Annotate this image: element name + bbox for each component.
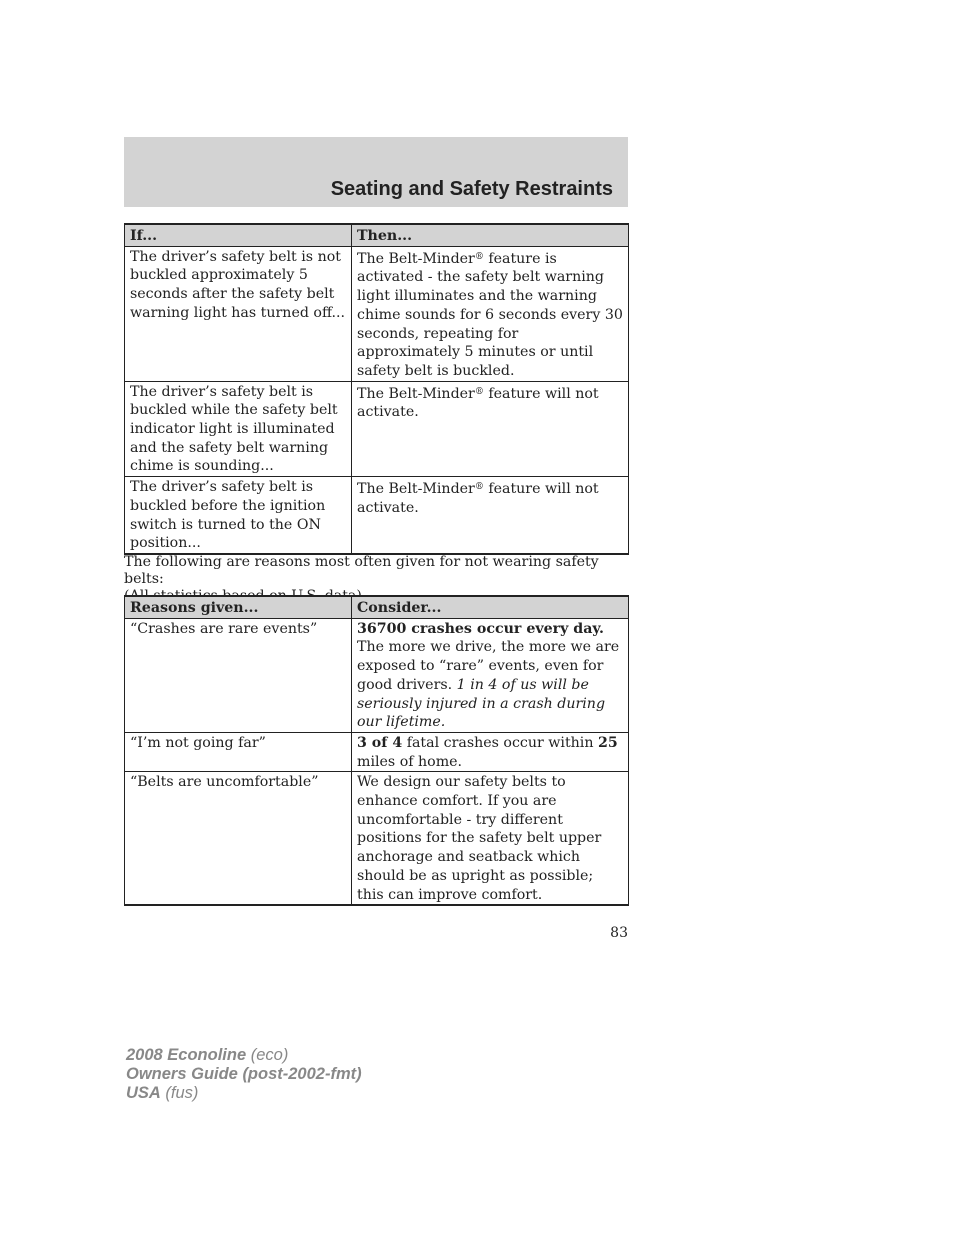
section-header-band — [124, 137, 628, 207]
consider-cell: We design our safety belts to enhance comfort. If you are uncomfortable - try different positions for the safety belt upper anchorage and seatback which should be as upright as possible; this can improve comfort. — [352, 772, 629, 905]
footer-market: USA — [126, 1084, 161, 1102]
table-row — [125, 618, 629, 732]
footer-line — [126, 1046, 362, 1065]
result-text: feature will not activate. — [357, 481, 599, 516]
footer-code: (fus) — [160, 1084, 199, 1102]
footer-guide: Owners Guide (post-2002-fmt) — [126, 1065, 362, 1083]
table-header-row — [125, 224, 629, 246]
result-text: The Belt-Minder — [357, 385, 475, 402]
footer-model: 2008 Econoline — [126, 1046, 247, 1064]
table-row — [125, 732, 629, 771]
result-cell — [352, 477, 629, 554]
column-header-consider: Consider... — [352, 596, 629, 618]
footer-line — [126, 1065, 362, 1084]
table-row — [125, 246, 629, 381]
table-row — [125, 381, 629, 477]
emphasis-text: 3 of 4 — [357, 734, 403, 751]
column-header-then: Then... — [352, 224, 629, 246]
consider-text: fatal crashes occur within — [402, 734, 598, 751]
condition-cell: The driver’s safety belt is buckled while the safety belt indicator light is illuminated and the safety belt warning chime is sounding... — [125, 381, 352, 477]
page-number: 83 — [610, 925, 628, 941]
column-header-reasons: Reasons given... — [125, 596, 352, 618]
document-footer — [126, 1046, 362, 1103]
emphasis-text: 36700 crashes occur every day. — [357, 620, 604, 637]
reason-cell: “Belts are uncomfortable” — [125, 772, 352, 905]
result-cell — [352, 246, 629, 381]
consider-text: The more we drive, the more we are exposed to “rare” events, even for good drivers. — [357, 639, 620, 693]
reason-cell: “Crashes are rare events” — [125, 618, 352, 732]
reasons-table — [124, 595, 629, 906]
condition-cell: The driver’s safety belt is not buckled approximately 5 seconds after the safety belt warning light has turned off... — [125, 246, 352, 381]
registered-mark: ® — [474, 251, 484, 262]
consider-text: miles of home. — [357, 753, 463, 770]
table-row — [125, 477, 629, 554]
consider-cell — [352, 732, 629, 771]
reason-cell: “I’m not going far” — [125, 732, 352, 771]
result-text: feature is activated - the safety belt warning light illuminates and the warning chime sounds for 6 seconds every 30 seconds, repeating for approximately 5 minutes or until safety belt is buckled. — [357, 250, 623, 379]
column-header-if: If... — [125, 224, 352, 246]
italic-text: 1 in 4 of us will be seriously injured in a crash during our lifetime. — [357, 676, 606, 731]
table-row — [125, 772, 629, 905]
consider-cell — [352, 618, 629, 732]
registered-mark: ® — [474, 482, 484, 493]
footer-line — [126, 1084, 362, 1103]
result-cell — [352, 381, 629, 477]
belt-minder-table — [124, 223, 629, 555]
section-title: Seating and Safety Restraints — [330, 178, 613, 200]
emphasis-text: 25 — [598, 734, 618, 751]
table-header-row — [125, 596, 629, 618]
result-text: The Belt-Minder — [357, 481, 475, 498]
footer-code: (eco) — [246, 1046, 289, 1064]
result-text: feature will not activate. — [357, 385, 599, 421]
intro-line: The following are reasons most often given for not wearing safety belts: — [124, 554, 599, 587]
condition-cell: The driver’s safety belt is buckled before the ignition switch is turned to the ON position... — [125, 477, 352, 554]
registered-mark: ® — [474, 386, 484, 397]
result-text: The Belt-Minder — [357, 250, 475, 267]
